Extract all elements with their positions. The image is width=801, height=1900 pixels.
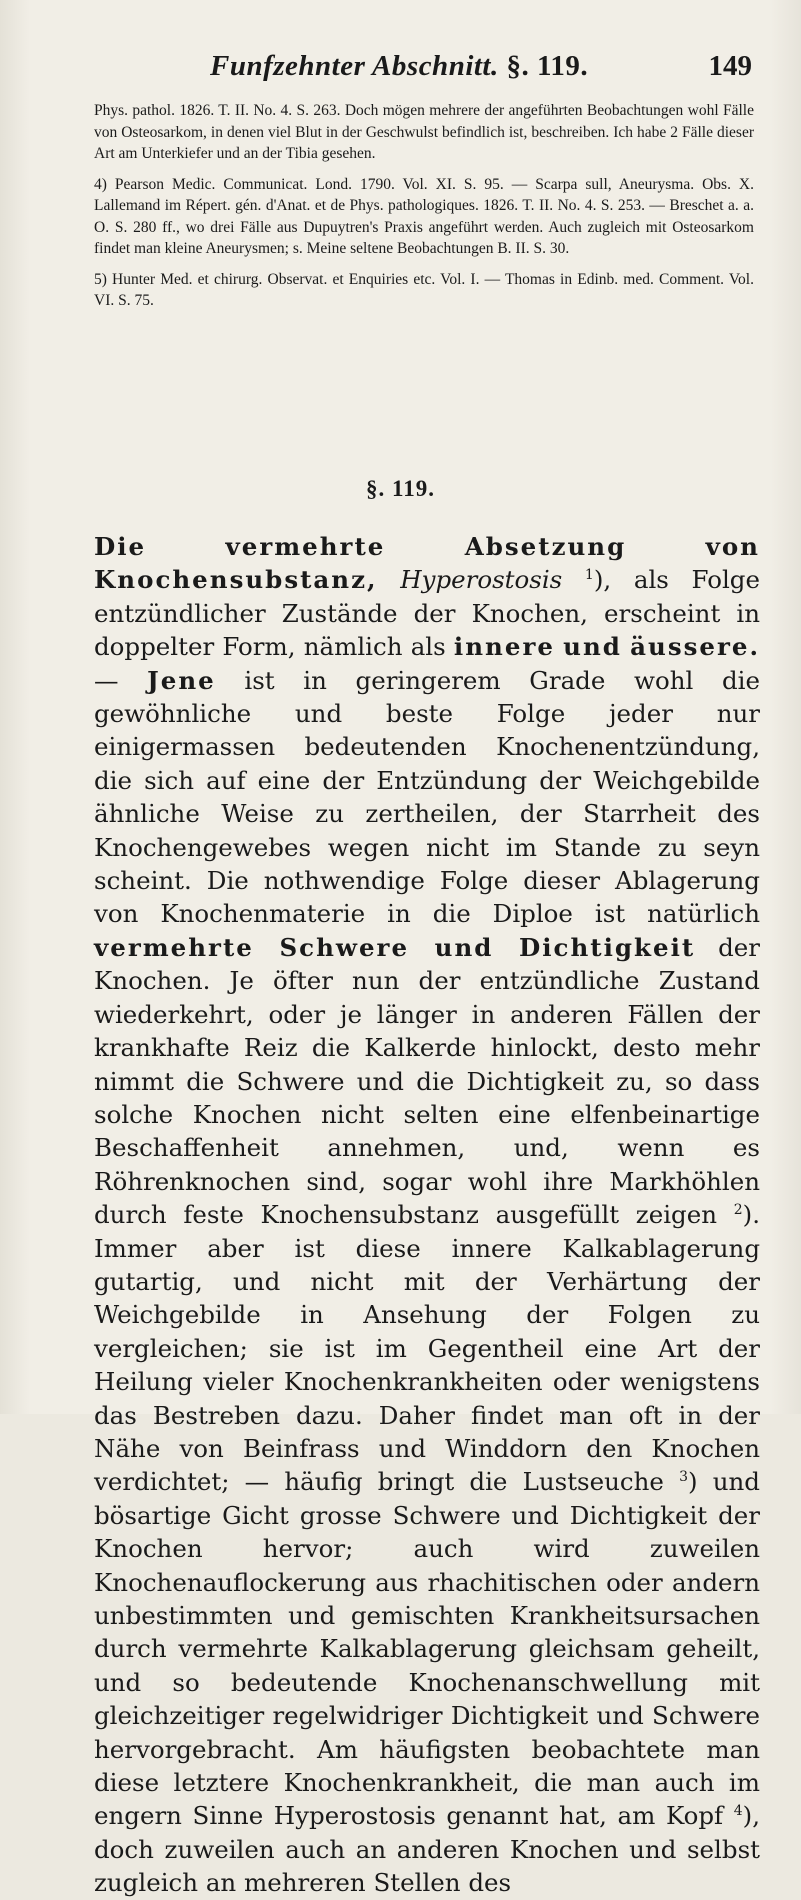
dash: — <box>94 665 119 695</box>
lead-phrase: Die vermehrte Absetzung von Knochensubstanz, <box>94 532 760 595</box>
footnote-ref-3: 3 <box>679 1469 688 1486</box>
footnote-5: 5) Hunter Med. et chirurg. Observat. et Enquiries etc. Vol. I. — Thomas in Edinb. med. Comment. Vol. VI. S. 75. <box>94 270 754 309</box>
text-run: . Immer aber ist diese innere Kalkablagerung gutartig, und nicht mit der Verhärtung der Weichgebilde in Ansehung der Folgen zu vergleichen; sie ist im Gegentheil eine Art der Heilung vieler Knochenkrankheiten oder wenigstens das Bestreben dazu. Daher findet man oft in der Nähe von Beinfrass und Winddorn den Knochen verdichtet; — häufig bringt die Lustseuche <box>94 1200 760 1497</box>
running-head <box>210 50 588 83</box>
running-head-section: §. 119. <box>506 50 589 82</box>
page-header <box>92 50 752 90</box>
emph-aeussere: äussere. <box>630 632 761 662</box>
footnote-ref-2: 2 <box>733 1201 743 1218</box>
footnote-ref-4: 4 <box>733 1803 743 1820</box>
footnote-ref-1: 1 <box>584 567 594 584</box>
text-run: , doch zuweilen auch an anderen Knochen und selbst zugleich an mehreren Stellen des <box>94 1801 760 1898</box>
emph-schwere: vermehrte Schwere und Dichtigkeit <box>94 932 696 962</box>
footnotes-block <box>94 100 754 321</box>
emph-und: und <box>563 632 622 662</box>
emph-jene: Jene <box>147 665 216 695</box>
page-number: 149 <box>708 50 752 82</box>
text-run: ist in geringerem Grade wohl die gewöhnliche und beste Folge jeder nur einigermassen bedeutenden Knochenentzündung, die sich auf eine der Entzündung der Weichgebilde ähnliche Weise zu zertheilen, der Starrheit des Knochengewebes wegen nicht im Stande zu seyn scheint. Die nothwendige Folge dieser Ablagerung von Knochenmaterie in die Diploe ist natürlich <box>94 665 760 929</box>
footnote-continued: Phys. pathol. 1826. T. II. No. 4. S. 263. Doch mögen mehrere der angeführten Beobachtungen wohl Fälle von Osteosarkom, in denen viel Blut in der Geschwulst befindlich ist, beschreiben. Ich habe 2 Fälle dieser Art am Unterkiefer und an der Tibia gesehen. <box>94 102 754 162</box>
emph-innere: innere <box>453 632 555 662</box>
text-run: und bösartige Gicht grosse Schwere und Dichtigkeit der Knochen hervor; auch wird zuweilen Knochenauflockerung aus rhachitischen oder andern unbestimmten und gemischten Krankheitsursachen durch vermehrte Kalkablagerung gleichsam geheilt, und so bedeutende Knochenanschwellung mit gleichzeitiger regelwidriger Dichtigkeit und Schwere hervorgebracht. Am häufigsten beobachtete man diese letztere Knochenkrankheit, die man auch im engern Sinne Hyperostosis genannt hat, am Kopf <box>94 1467 760 1831</box>
text-run: , als Folge entzündlicher Zustände der Knochen, erscheint in doppelter Form, nämlich als <box>94 565 760 662</box>
section-heading: §. 119. <box>366 476 435 501</box>
text-run: der Knochen. Je öfter nun der entzündliche Zustand wiederkehrt, oder je länger in anderen Fällen der krankhafte Reiz die Kalkerde hinlockt, desto mehr nimmt die Schwere und die Dichtigkeit zu, so dass solche Knochen nicht selten eine elfenbeinartige Beschaffenheit annehmen, und, wenn es Röhrenknochen sind, sogar wohl ihre Markhöhlen durch feste Knochensubstanz ausgefüllt zeigen <box>94 932 760 1230</box>
running-head-text: Funfzehnter Abschnitt. <box>210 50 499 82</box>
footnote-4: 4) Pearson Medic. Communicat. Lond. 1790. Vol. XI. S. 95. — Scarpa sull, Aneurysma. Obs. X. Lallemand im Répert. gén. d'Anat. et de Phys. pathologiques. 1826. T. II. No. 4. S. 253. — Breschet a. a. O. S. 280 ff., wo drei Fälle aus Dupuytren's Praxis angeführt werden. Auch zugleich mit Osteosarkom findet man kleine Aneurysmen; s. Meine seltene Beobachtungen B. II. S. 30. <box>94 175 754 257</box>
paragraph: Die vermehrte Absetzung von Knochensubstanz, Hyperostosis $^1$), als Folge entzündlicher Zustände der Knochen, erscheint in doppelter Form, nämlich als innere und äussere. — Jene ist in geringerem Grade wohl die gewöhnliche und beste Folge jeder nur einigermassen bedeutenden Knochenentzündung, die sich auf eine der Entzündung der Weichgebilde ähnliche Weise zu zertheilen, der Starrheit des Knochengewebes wegen nicht im Stande zu seyn scheint. Die nothwendige Folge dieser Ablagerung von Knochenmaterie in die Diploe ist natürlich vermehrte Schwere und Dichtigkeit der Knochen. Je öfter nun der entzündliche Zustand wiederkehrt, oder je länger in anderen Fällen der krankhafte Reiz die Kalkerde hinlockt, desto mehr nimmt die Schwere und die Dichtigkeit zu, so dass solche Knochen nicht selten eine elfenbeinartige Beschaffenheit annehmen, und, wenn es Röhrenknochen sind, sogar wohl ihre Markhöhlen durch feste Knochensubstanz ausgefüllt zeigen $^2$). Immer aber ist diese innere Kalkablagerung gutartig, und nicht mit der Verhärtung der Weichgebilde in Ansehung der Folgen zu vergleichen; sie ist im Gegentheil eine Art der Heilung vieler Knochenkrankheiten oder wenigstens das Bestreben dazu. Daher findet man oft in der Nähe von Beinfrass und Winddorn den Knochen verdichtet; — häufig bringt die Lustseuche $^3$) und bösartige Gicht grosse Schwere und Dichtigkeit der Knochen hervor; auch wird zuweilen Knochenauflockerung aus rhachitischen oder andern unbestimmten und gemischten Krankheitsursachen durch vermehrte Kalkablagerung gleichsam geheilt, und so bedeutende Knochenanschwellung mit gleichzeitiger regelwidriger Dichtigkeit und Schwere hervorgebracht. Am häufigsten beobachtete man diese letztere Knochenkrankheit, die man auch im engern Sinne Hyperostosis genannt hat, am Kopf $^4$), doch zuweilen auch an anderen Knochen und selbst zugleich an mehreren Stellen des <box>94 532 761 1898</box>
term-hyperostosis: Hyperostosis <box>400 565 563 595</box>
main-text <box>94 530 760 1900</box>
